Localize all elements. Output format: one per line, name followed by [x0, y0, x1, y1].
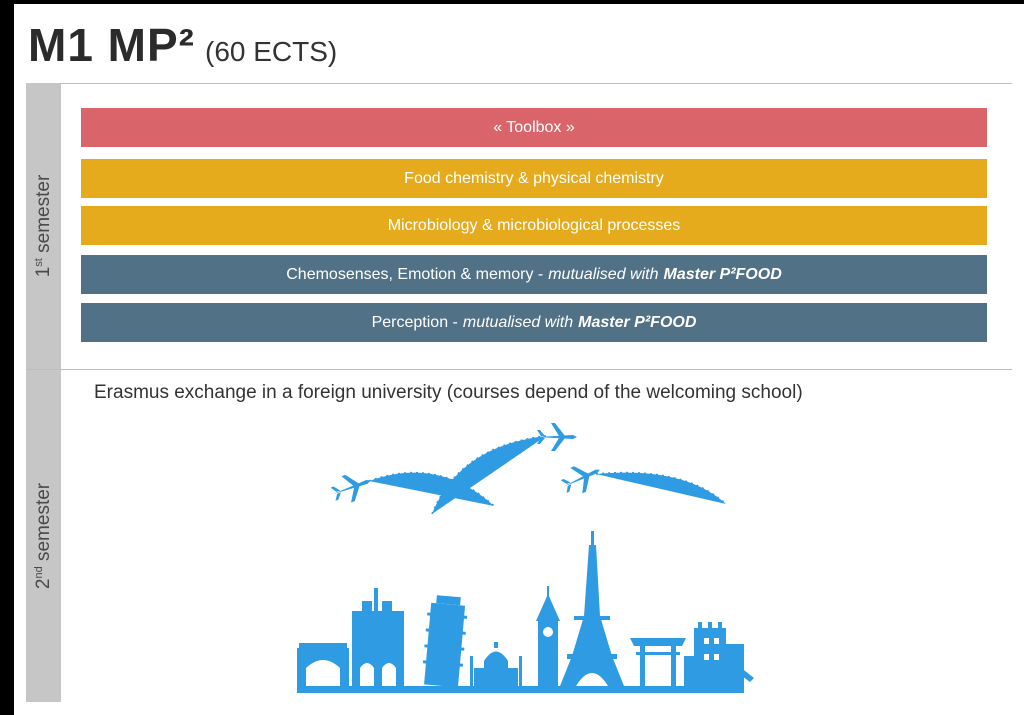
- notre-dame-icon: [297, 588, 404, 686]
- travel-illustration: [274, 416, 774, 701]
- semester-1-sidebar: [26, 83, 61, 369]
- page-title: [28, 18, 337, 72]
- course-chemosenses: Chemosenses, Emotion & memory - mutualised with Master P²FOOD: [81, 255, 987, 294]
- clock-face-icon: [543, 627, 553, 637]
- semester-1-label: 1st semester: [32, 174, 54, 278]
- top-divider: [26, 83, 1012, 84]
- ground-line: [297, 686, 744, 693]
- airplane-icon: [558, 457, 606, 499]
- course-toolbox: « Toolbox »: [81, 108, 987, 147]
- airplane-icon: [537, 423, 577, 451]
- pisa-tower-icon: [421, 595, 469, 688]
- flight-path-3: [596, 473, 726, 504]
- taj-mahal-icon: [470, 642, 522, 686]
- semester-2-sidebar: [26, 370, 61, 702]
- eiffel-tower-icon: [560, 531, 624, 686]
- slide: [14, 4, 1024, 715]
- course-food-chemistry: Food chemistry & physical chemistry: [81, 159, 987, 198]
- torii-icon: [630, 638, 686, 686]
- semester-divider: [26, 369, 1012, 370]
- title-ects: (60 ECTS): [205, 36, 338, 67]
- course-microbiology: Microbiology & microbiological processes: [81, 206, 987, 245]
- erasmus-text: Erasmus exchange in a foreign university (courses depend of the welcoming school): [94, 382, 803, 403]
- course-perception: Perception - mutualised with Master P²FOOD: [81, 303, 987, 342]
- airplane-icon: [328, 467, 375, 507]
- title-main: M1 MP²: [28, 19, 195, 71]
- semester-2-label: 2nd semester: [32, 482, 54, 590]
